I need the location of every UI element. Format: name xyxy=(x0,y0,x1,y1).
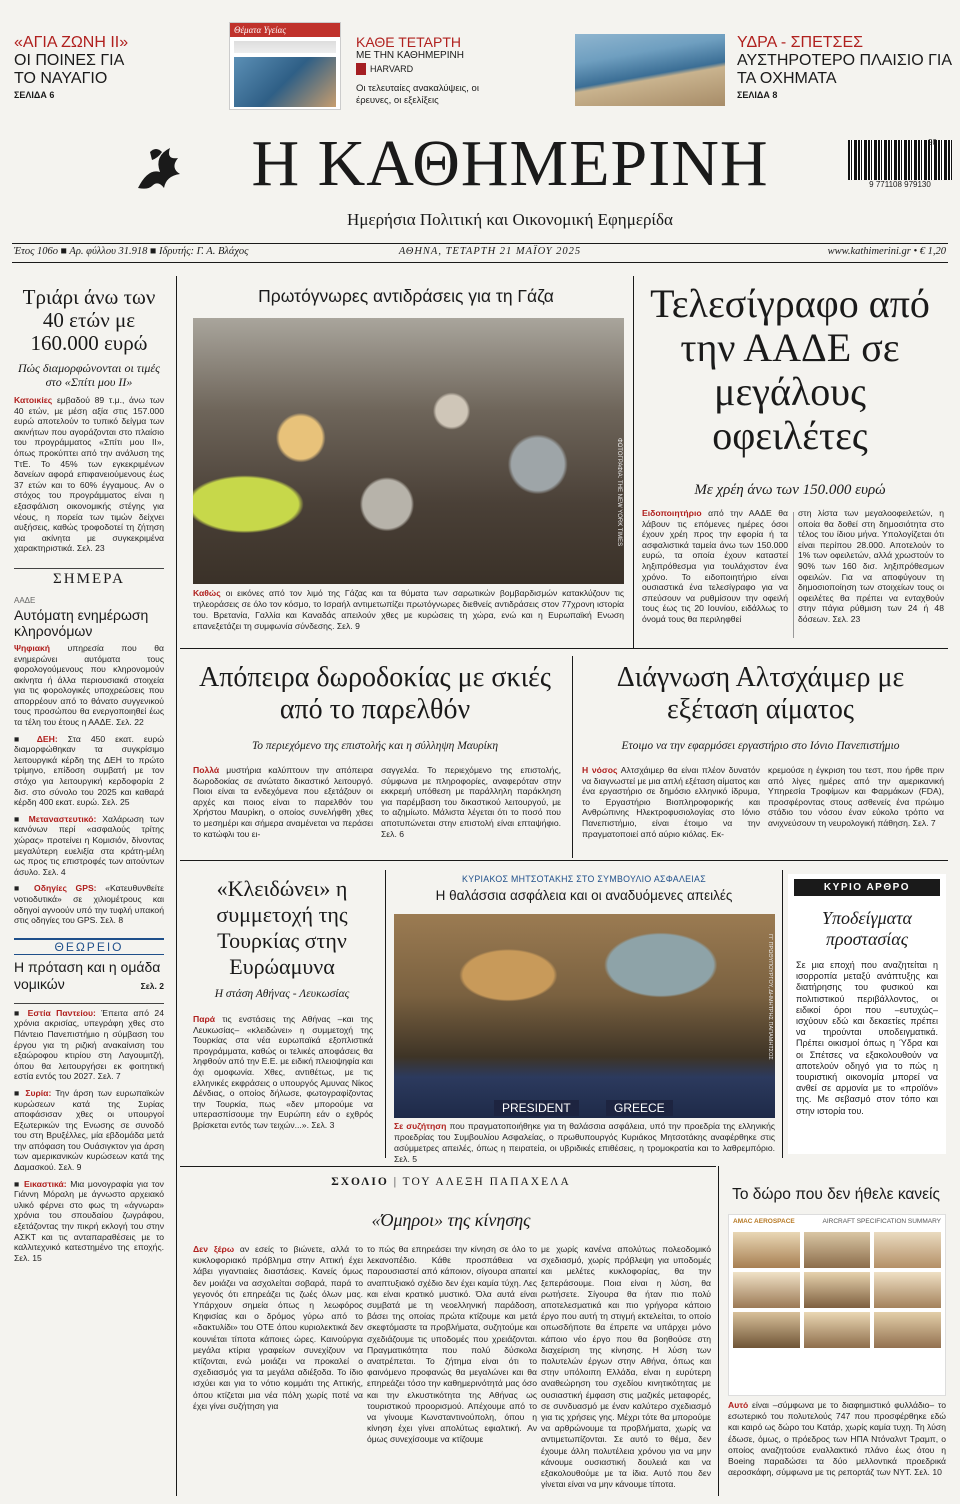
photo-credit: ΓΓ ΠΡΩΘΥΠΟΥΡΓΟΥ, ΔΗΜΗΤΡΗΣ ΠΑΠΑΜΗΤΣΟΣ xyxy=(767,934,773,1060)
interior-photo xyxy=(804,1272,871,1308)
column-title[interactable]: «Όμηροι» της κίνησης xyxy=(371,1210,531,1230)
editorial-title[interactable]: Υποδείγματα προστασίας xyxy=(822,908,912,949)
teaser-health[interactable] xyxy=(356,34,516,107)
bullet-text: Έπειτα από 24 χρόνια ακρισίας, υπεγράφη χθες στο Πάντειο Πανεπιστήμιο η σύμβαση του έργου για τη ριζική ανακαίνιση του εξαώροφου κτιρίου στη Λαγουμιτζή, όπου θα λειτουργήσει εκ φοιτητική εστία εντός του 2027. Σελ. 7 xyxy=(14,1007,164,1082)
aade-left-text: υπηρεσία που θα ενημερώνει αυτόματα τους φορολογούμενους που κληρονομούν ακίνητα ή άλλα περιουσιακά στοιχεία για τις φορολογικές υποχρεώσεις που απορρέουν από το θάνατο συγγενικού τους προσώπου θα ενεργοποιηθεί έως τα τέλη του έτους η ΑΑΔΕ. Σελ. 22 xyxy=(14,642,164,728)
magazine-text-block xyxy=(234,41,336,53)
aade-subheadline: Με χρέη άνω των 150.000 ευρώ xyxy=(694,482,886,498)
lead-left-subtitle: Πώς διαμορφώνονται οι τιμές στο «Σπίτι μου ΙΙ» xyxy=(17,361,161,389)
bullet-item-dei[interactable]: ■ ΔΕΗ: Στα 450 εκατ. ευρώ διαμορφώθηκαν τα συγκρίσιμο λειτουργικά κέρδη της ΔΕΗ το πρώτο τρίμηνο, επίδοση συμβατή με τον στόχο για λειτουργική κερδοφορία 2 δισ. στο σύνολο του 2025 και καθαρά κέρδη 400 εκατ. ευρώ. Σελ. 25 xyxy=(14,733,164,808)
bullet-text: «Κατευθυνθείτε νοτιοδυτικά» σε χιλιομέτρους και οδηγοί αγνοούν υπό την τυφλή υπακοή στις οδηγίες του GPS. Σελ. 8 xyxy=(14,883,164,926)
caption-lead-word: Αυτό xyxy=(728,1400,749,1410)
bullet-label: ΔΕΗ: xyxy=(36,733,58,744)
column-author: ΤΟΥ ΑΛΕΞΗ ΠΑΠΑΧΕΛΑ xyxy=(402,1176,571,1188)
editorial-label: ΚΥΡΙΟ ΑΡΘΡΟ xyxy=(794,879,940,896)
column-col1-text: αν εσείς το βιώνετε, αλλά το κυκλοφοριακό πρόβλημα στην Αττική έχει λάβει γιγαντιαίες διαστάσεις. Κανείς όμως δεν μοιάζει να ασχολείται σοβαρά, παρά το γεγονός ότι επηρεάζει τις ζωές όλων μας. Υπάρχουν σημεία όπως η λεωφόρος Κηφισίας και ο δρόμος γύρω από το «δακτυλίδι» του ΟΤΕ όπου κυριολεκτικά δεν κουνιέται τίποτα κάποιες ώρες. Καινούργια μεγάλα κτίρια γραφείων συνεχίζουν να κτίζονται, ενώ μοιάζει να προκαλεί ο σχεδιασμός για τα μεγάλα αδιέξοδα. Το ίδιο ισχύει και για το νότιο κομμάτι της Αττικής, όπου κτίζεται μια νέα πόλη χωρίς ποτέ να έχει γίνει συζήτηση για xyxy=(193,1244,364,1411)
editorial-body: Σε μια εποχή που αναζητείται η ισορροπία μεταξύ ανάπτυξης και διατήρησης του φυσικού και πολιτιστικού περιβάλλοντος, οι ειδικοί όροι που –ευτυχώς– ισχύουν εδώ και δεκαετίες πρέπει να τηρούνται υποδειγματικά. Πρέπει οικισμοί όπως η Ύδρα και οι Σπέτσες να εξακολουθούν να αποτελούν οδηγό για το πώς η τουριστική οικονομία μπορεί να ανθεί σε αρμονία με το «προϊόν» της. Με σεβασμό στον τόπο και στην ιστορία του. xyxy=(796,960,938,1116)
alzheimer-headline[interactable]: Διάγνωση Αλτσχάιμερ με εξέταση αίματος xyxy=(616,662,905,725)
site-and-price: www.kathimerini.gr • € 1,20 xyxy=(827,246,946,257)
barcode-issue-code: 20 xyxy=(928,138,937,147)
bullet-item-syria[interactable]: ■ Συρία: Την άρση των ευρωπαϊκών κυρώσεων κατά της Συρίας αποφάσισαν χθες οι υπουργοί Εξωτερικών της Ενωσης σε συνοδό του στη Βρυξέλλες, μία εβδομάδα μετά την απόφαση του Ουάσιγκτον για άρση των αμερικανικών κυρώσεων κατά της Δαμασκού. Σελ. 9 xyxy=(14,1087,164,1173)
aircraft-brochure[interactable] xyxy=(728,1214,946,1396)
masthead-title: Η ΚΑΘΗΜΕΡΙΝΗ xyxy=(251,127,769,200)
bribe-body-col1 xyxy=(193,765,373,839)
teaser-subtitle: ΜΕ ΤΗΝ ΚΑΘΗΜΕΡΙΝΗ xyxy=(356,50,464,61)
masthead-subtitle: Ημερήσια Πολιτική και Οικονομική Εφημερίδα xyxy=(347,210,673,229)
gaza-caption xyxy=(193,588,624,632)
greece-plaque: GREECE xyxy=(606,1100,673,1116)
teaser-page: ΣΕΛΙΔΑ 8 xyxy=(737,90,778,100)
column-body-col1 xyxy=(193,1244,363,1412)
caption-text: είναι –σύμφωνα με το διαφημιστικό φυλλάδιο– το εσωτερικό του πολυτελούς 747 που προσφέρθηκε εδώ και καιρό ως δώρο του Κατάρ, χωρίς καμία τυχη. Τη λύση έδωσε, όμως, ο πρόεδρος των ΗΠΑ Ντόναλντ Τραμπ, ο οποίος αναζητούσε εναλλακτικό πλάνο έως ότου η Boeing παραδώσει τα δύο μελλοντικά προεδρικά αεροσκάφη, σύμφωνα με τις ρεπορτάζ των NYT. Σελ. 10 xyxy=(728,1400,946,1478)
spec-summary-label: AIRCRAFT SPECIFICATION SUMMARY xyxy=(822,1218,941,1225)
interior-photo xyxy=(874,1272,941,1308)
turkey-subheadline: Η στάση Αθήνας - Λευκωσίας xyxy=(214,988,350,1000)
alzheimer-body-col2: κρεμούσε η έγκριση του τεστ, που ήρθε πριν από λίγες ημέρες από την αμερικανική Υπηρεσία Τροφίμων και Φαρμάκων (FDA), προσφέροντας στους ασθενείς ένα πρώιμο στάδιο του νόσου έναν εύκολο τρόπο να ανιχνεύσουν τη νευρολογική πάθηση. Σελ. 7 xyxy=(768,765,944,828)
barcode xyxy=(848,140,952,198)
bullet-item-gps[interactable]: ■ Οδηγίες GPS: «Κατευθυνθείτε νοτιοδυτικά» σε χιλιομέτρους και οδηγοί αγνοούν υπό την τυφλή υπακοή στις οδηγίες του GPS. Σελ. 8 xyxy=(14,883,164,926)
teaser-title: «ΑΓΙΑ ΖΩΝΗ ΙΙ» xyxy=(14,34,129,51)
alzheimer-subheadline: Ετοιμο να την εφαρμόσει εργαστήριο στο Ιόνιο Πανεπιστήμιο xyxy=(621,740,900,752)
aade-tag: ΑΑΔΕ xyxy=(14,595,36,605)
bribe-col1-text: μυστήρια καλύπτουν την απόπειρα δωροδοκίας σε ανώτατο δικαστικό λειτουργό. Ποιοι είναι τα ενδεχόμενα που εξετάζουν οι αρχές και ποιος είναι το παρελθόν του Χρήστου Μαυρίκη, ο οποίος συνελήφθη χθες το μεσημέρι και σήμερα αναμένεται να περάσει το κατώφλι του ει- xyxy=(193,765,373,839)
left-column xyxy=(14,286,164,1263)
bullet-item-art[interactable]: ■ Εικαστικά: Μια μονογραφία για τον Γιάννη Μόραλη με άγνωστο αρχειακό υλικό φέρνει στο φως τη «άγνωρα» χρόνια του σπουδαίου ζωγράφου, εξετάζοντας την πικρή εκλογή του στην ΑΣΚΤ και τις ανταπαραθέσεις με το καλλιτεχνικό κατεστημένο της εποχής. Σελ. 15 xyxy=(14,1178,164,1263)
aade-body-col2: στη λίστα των μεγαλοοφειλετών, η οποία θα δοθεί στη δημοσιότητα στο τέλος του ίδιου μήνα. Υπολογίζεται ότι είναι περίπου 28.000. Αποτελούν το 1% των οφειλετών, αλλά χρωστούν το 90% των 160 δισ. ληξιπρόθεσμων οφειλών. Για να αποφύγουν τη δημοσιοποίηση των στοιχείων τους οι οφειλέτες θα πρέπει να ενταχθούν στην πάγια ρύθμιση των 24 ή 48 δόσεων. Σελ. 23 xyxy=(798,508,944,624)
photo-credit: ΦΩΤΟΓΡΑΦΙΑ: THE NEW YORK TIMES xyxy=(616,438,622,547)
bullet-label: Εικαστικά: xyxy=(23,1178,67,1189)
bullet-item-migration[interactable]: ■ Μεταναστευτικό: Χαλάρωση των κανόνων περί «ασφαλούς τρίτης χώρας» προτείνει η Κομισιόν, δίνοντας μεγαλύτερη ευελιξία στα κράτη-μέλη ως προς τις επιστροφές των αιτούντων άσυλο. Σελ. 4 xyxy=(14,813,164,877)
interior-photo xyxy=(874,1312,941,1348)
magazine-cover-image xyxy=(234,57,336,107)
barcode-number: 9 771108 979130 xyxy=(869,180,931,189)
lead-left-title[interactable]: Τριάρι άνω των 40 ετών με 160.000 ευρώ xyxy=(22,285,156,355)
bullet-text: Χαλάρωση των κανόνων περί «ασφαλούς τρίτης χώρας» προτείνει η Κομισιόν, δίνοντας μεγαλύτερη ευελιξία στα κράτη-μέλη ως προς τις επιστροφές των αιτούντων άσυλο. Σελ. 4 xyxy=(14,813,164,877)
lead-left-text: εμβαδού 89 τ.μ., άνω των 40 ετών, με μέση αξία στις 157.000 ευρώ αποτελούν το τυπικό δείγμα των ακινήτων που αγοράζονται στο πλαίσιο του προγράμματος «Σπίτι μου ΙΙ», όπως προκύπτει από την ανάλυση της ΤτΕ. Το 45% των εγκεκριμένων δανείων αφορά επιφανειούμενους έως 37 ετών και το 60% έγγαμους. Αν ο στόχος του προγράμματος είναι η εξασφάλιση οικονομικής στέγης για νέους, η πορεία των τιμών δείχνει αυξήσεις, καθώς τροφοδοτεί τη ζήτηση για ακίνητα με συγκεκριμένα χαρακτηριστικά. Σελ. 23 xyxy=(14,395,164,554)
column-byline: ΣΧΟΛΙΟ | ΤΟΥ ΑΛΕΞΗ ΠΑΠΑΧΕΛΑ xyxy=(331,1176,571,1188)
hydra-photo xyxy=(575,34,725,106)
teaser-hydra[interactable] xyxy=(737,34,952,100)
bullet-text: Μια μονογραφία για τον Γιάννη Μόραλη με άγνωστο αρχειακό υλικό φέρνει στο φως τη «άγνωρα» χρόνια του σπουδαίου ζωγράφου, εξετάζοντας την πικρή εκλογή του στην ΑΣΚΤ και τις ανταπαραθέσεις με το καλλιτεχνικό κατεστημένο της εποχής. Σελ. 15 xyxy=(14,1178,164,1263)
teaser-ship[interactable] xyxy=(14,34,214,100)
aade-left-title[interactable]: Αυτόματη ενημέρωση κληρονόμων xyxy=(14,606,149,639)
gaza-photo[interactable] xyxy=(193,318,624,584)
gift-headline[interactable]: Το δώρο που δεν ήθελε κανείς xyxy=(732,1186,940,1203)
bullet-text: Την άρση των ευρωπαϊκών κυρώσεων κατά της Συρίας αποφάσισαν χθες οι υπουργοί Εξωτερικών της Ενωσης σε συνοδό του στη Βρυξέλλες, μία εβδομάδα μετά την απόφαση του Ουάσιγκτον για άρση των αμερικανικών κυρώσεων κατά της Δαμασκού. Σελ. 9 xyxy=(14,1087,164,1173)
griffin-logo-icon xyxy=(130,138,190,198)
caption-lead-word: Σε συζήτηση xyxy=(394,1121,447,1131)
bullet-item-panteion[interactable]: ■ Εστία Παντείου: Έπειτα από 24 χρόνια ακρισίας, υπεγράφη χθες στο Πάντειο Πανεπιστήμιο η σύμβαση του έργου για τη ριζική ανακαίνιση του εξαώροφου κτιρίου στη Λαγουμιτζή, όπου θα λειτουργήσει εκ φοιτητική εστία εντός του 2027. Σελ. 7 xyxy=(14,1003,164,1082)
theorio-page: Σελ. 2 xyxy=(140,980,164,991)
theorio-section-label: ΘΕΩΡΕΙΟ xyxy=(14,938,164,955)
bribe-body-col2: σαγγελέα. Το περιεχόμενο της επιστολής, σύμφωνα με πληροφορίες, αναφερόταν στην εκκρεμή υπόθεση με παράλληλη παράκληση για παρέμβαση του δικαστικού λειτουργού, με το αζημίωτο. Μάλιστα λέγεται ότι το ποσό που αποτυπώνεται στην επιστολή είναι επταψήφιο. Σελ. 6 xyxy=(381,765,561,839)
lead-left-lead-word: Κατοικίες xyxy=(14,395,53,405)
aade-col1-text: από την ΑΑΔΕ θα λάβουν τις επόμενες ημέρες όσοι έχουν χρέη προς την εφορία ή τα ασφαλιστικά ταμεία άνω των 150.000 ευρώ, τα οποία έχουν καταστεί ληξιπρόθεσμα για τουλάχιστον ένα χρόνο. Το ειδοποιητήριο είναι ουσιαστικά ένα τελεσίγραφο για να σπεύσουν να ρυθμίσουν την οφειλή τους έως τις 20 Ιουνίου, ειδάλλως το όνομά τους θα περιληφθεί xyxy=(642,508,788,624)
aade-body-col1 xyxy=(642,508,788,625)
column-label: ΣΧΟΛΙΟ xyxy=(331,1176,389,1188)
lead-left-body xyxy=(14,395,164,554)
interior-photo xyxy=(733,1272,800,1308)
bullet-label: Μεταναστευτικό: xyxy=(28,813,97,824)
today-section-label: ΣΗΜΕΡΑ xyxy=(14,568,164,588)
harvard-label: HARVARD xyxy=(370,64,414,74)
health-magazine-cover[interactable] xyxy=(229,22,341,110)
bullet-label: Συρία: xyxy=(25,1087,52,1098)
harvard-shield-icon xyxy=(356,63,366,75)
interior-photo xyxy=(733,1312,800,1348)
teaser-title: ΚΑΘΕ ΤΕΤΑΡΤΗ xyxy=(356,34,461,50)
turkey-body xyxy=(193,1014,373,1131)
gift-caption xyxy=(728,1400,946,1478)
interior-photo xyxy=(804,1312,871,1348)
issue-date: ΑΘΗΝΑ, ΤΕΤΑΡΤΗ 21 ΜΑΪΟΥ 2025 xyxy=(398,246,582,257)
column-body-col2: το πώς θα επηρεάσει την κίνηση σε όλο το λεκανοπέδιο. Κάθε προσπάθεια να παρουσιαστεί από κάποιον, σίγουρα απαιτεί αναπτυξιακό σχέδιο δεν έχει καμία τύχη. Λες και είναι κρατικό μυστικό. Όλα αυτά είναι συμβατά με τη νεοελληνική παράδοση, βάσει της οποίας πρώτα κτίζουμε και μετά σκεφτόμαστε τα προβλήματα, συζητούμε και σχεδιάζουμε τις υποδομές που χρειάζονται. Πραγματικότητα που πολύ δύσκολα ανατρέπεται. Το ζήτημα είναι ότι το φαινόμενο προφανώς θα μεγαλώνει και θα επηρεάζει τόσο την καθημερινότητά μας όσο και την ελκυστικότητα της Αθήνας ως τουριστικού προορισμού. Απέχουμε από το να γίνουμε Κωνσταντινούπολη, όπου η κίνηση έχει γίνει απολύτως εφιαλτική. Αν όμως συνεχίσουμε να κτίζουμε xyxy=(367,1244,537,1445)
turkey-headline[interactable]: «Κλειδώνει» η συμμετοχή της Τουρκίας στην Ευρώαμυνα xyxy=(216,876,348,979)
bribe-subheadline: Το περιεχόμενο της επιστολής και η σύλληψη Μαυρίκη xyxy=(251,740,499,752)
alzheimer-lead-word: Η νόσος xyxy=(582,765,618,775)
aade-left-body xyxy=(14,643,164,728)
turkey-lead-word: Παρά xyxy=(193,1014,216,1024)
caption-lead-word: Καθώς xyxy=(193,588,221,598)
teaser-text: Οι τελευταίες ανακαλύψεις, οι έρευνες, οι εξελίξεις xyxy=(356,83,479,106)
bribe-lead-word: Πολλά xyxy=(193,765,220,775)
un-kicker: ΚΥΡΙΑΚΟΣ ΜΗΤΣΟΤΑΚΗΣ ΣΤΟ ΣΥΜΒΟΥΛΙΟ ΑΣΦΑΛΕΙΑΣ xyxy=(462,874,706,884)
aade-left-lead-word: Ψηφιακή xyxy=(14,642,51,653)
teaser-title: ΥΔΡΑ - ΣΠΕΤΣΕΣ xyxy=(737,34,864,51)
column-lead-word: Δεν ξέρω xyxy=(193,1244,235,1254)
aade-lead-word: Ειδοποιητήριο xyxy=(642,508,702,518)
bullet-label: Εστία Παντείου: xyxy=(27,1007,96,1018)
teaser-page: ΣΕΛΙΔΑ 6 xyxy=(14,90,55,100)
alzheimer-col1-text: Αλτσχάιμερ θα είναι πλέον δυνατόν να διαγνωστεί με μια απλή εξέταση αίματος και ένα εργαστήριο σε δημόσιο ελληνικό ίδρυμα, το Εργαστήριο Βιοπληροφορικής και Ανθρώπινης Ηλεκτροφυσιολογίας στο Ιόνιο Πανεπιστήμιο, είναι έτοιμο να την πραγματοποιεί από αύριο κιόλας. Εκ- xyxy=(582,765,760,839)
editorial-box xyxy=(788,874,946,1154)
column-body-col3: με χωρίς κανένα απολύτως πολεοδομικό σχεδιασμό, χωρίς πρόβλεψη για υποδομές και μελέτες κυκλοφορίας, θα την ξεπεράσουμε. Ποια είναι η λύση, θα ρωτήσετε. Σίγουρα θα ήταν πιο πολύ αποτελεσματικά και πιο γρήγορα κάποιο έργο που αυτή τη στιγμή εκτελείται, το οποίο οπωσδήποτε θα έπρεπε να υπάρχει μόνο κάποιο νέο έργο που θα βοηθούσε στη διαχείριση της κίνησης. Η λύση των πολυτελών έργων στην Αθήνα, όπως και στην υπόλοιπη Ελλάδα, είναι η ευρύτερη αναθεώρηση του σχεδίου κινητικότητας με ουσιαστική έμφαση στις μαζικές μεταφορές, σε συνδυασμό με έναν καλύτερο σχεδιασμό για τις χρήσεις γης. Μέχρι τότε θα μπορούμε να αρθρώνουμε τα προβλήματα, χωρίς να αντιμετωπίζονται. Σε αυτό το θέμα, δεν έχουμε άλλη πολυτέλεια χρόνου για να μην κάνουμε ουσιαστική δουλειά και να εξακολουθούμε με τα ίδια. Αυτό που δεν γίνεται είναι να μην κάνουμε τίποτα. xyxy=(541,1244,711,1490)
interior-photo xyxy=(874,1232,941,1268)
theorio-title[interactable]: Η πρόταση και η ομάδα νομικών xyxy=(14,958,161,992)
aade-headline[interactable]: Τελεσίγραφο από την ΑΑΔΕ σε μεγάλους οφειλέτες xyxy=(650,281,930,458)
turkey-text: τις ενστάσεις της Αθήνας –και της Λευκωσίας– «κλειδώνει» η συμμετοχή της Τουρκίας στα νέα ευρωπαϊκά εξοπλιστικά προγράμματα, καθώς οι τελικές αποφάσεις θα ληφθούν από την Ε.Ε. με ειδική πλειοψηφία και όχι ομοφωνία. Χθες, αντιθέτως, με τις ελληνικές εκφράσεις ο υπουργός Αμυνας Νίκος Δένδιας, ο οποίος δήλωσε, φωτογραφίζοντας την Τουρκία, πως «δεν μπορούμε να υπερασπίσουμε την Ευρώπη εάν ο εχθρός βρίσκεται εντός των τειχών...». Σελ. 3 xyxy=(193,1014,373,1130)
interior-photo xyxy=(733,1232,800,1268)
gaza-kicker[interactable]: Πρωτόγνωρες αντιδράσεις για τη Γάζα xyxy=(258,286,554,306)
un-caption xyxy=(394,1121,775,1165)
teaser-subtitle: ΑΥΣΤΗΡΟΤΕΡΟ ΠΛΑΙΣΙΟ ΓΙΑ ΤΑ ΟΧΗΜΑΤΑ xyxy=(737,52,952,87)
alzheimer-body-col1 xyxy=(582,765,760,839)
issue-info: Έτος 106ο ■ Αρ. φύλλου 31.918 ■ Ιδρυτής: Γ. Α. Βλάχος xyxy=(14,246,249,257)
amac-brand: AMAC AEROSPACE xyxy=(733,1218,795,1225)
president-plaque: PRESIDENT xyxy=(494,1100,579,1116)
un-photo[interactable] xyxy=(394,914,775,1118)
caption-text: που πραγματοποιήθηκε για τη θαλάσσια ασφάλεια, υπό την προεδρία της ελληνικής προεδρίας του Συμβουλίου Ασφαλείας, ο πρωθυπουργός Κυριάκος Μητσοτάκης αναφέρθηκε στις ασύμμετρες απειλές, όπως η πειρατεία, οι υβριδικές επιθέσεις, η τρομοκρατία και το λαθρεμπόριο. Σελ. 5 xyxy=(394,1121,776,1164)
bullet-label: Οδηγίες GPS: xyxy=(34,883,97,894)
teaser-subtitle: ΟΙ ΠΟΙΝΕΣ ΓΙΑ ΤΟ ΝΑΥΑΓΙΟ xyxy=(14,52,124,87)
bribe-headline[interactable]: Απόπειρα δωροδοκίας με σκιές από το παρελθόν xyxy=(199,662,551,725)
magazine-title: Θέματα Υγείας xyxy=(230,23,340,37)
caption-text: οι εικόνες από τον λιμό της Γάζας και τα θύματα των σαρωτικών βομβαρδισμών κατακλύζουν τις τηλεοράσεις σε όλο τον κόσμο, το Ισραήλ αντιμετωπίζει πρωτόγνωρες διεθνείς αντιδράσεις στον 77χρονη ιστορία του. Βρετανία, Γαλλία και Καναδάς απειλούν χθες με κυρώσεις τη χώρα, ενώ και η Ευρωπαϊκή Ενωση επανεξετάζει τη συμφωνία σύνδεσης. Σελ. 9 xyxy=(193,588,624,631)
interior-photo xyxy=(804,1232,871,1268)
bullet-text: Στα 450 εκατ. ευρώ διαμορφώθηκαν τα συγκρίσιμο λειτουργικά κέρδη της ΔΕΗ το πρώτο τρίμηνο, επίδοση συμβατή με τον στόχο για λειτουργική κερδοφορία 2 δισ. στο σύνολο του 2025 και καθαρά κέρδη 400 εκατ. ευρώ. Σελ. 25 xyxy=(14,733,164,808)
un-headline[interactable]: Η θαλάσσια ασφάλεια και οι αναδυόμενες απειλές xyxy=(435,888,733,903)
